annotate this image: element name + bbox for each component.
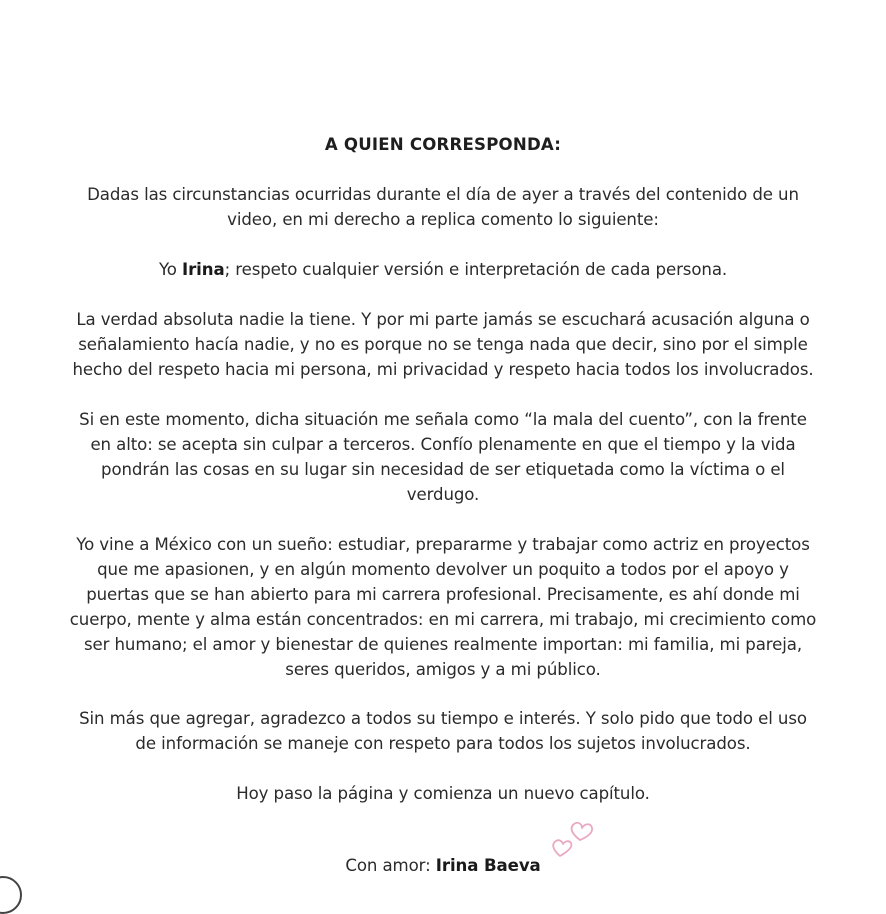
letter-heading: A QUIEN CORRESPONDA: [324, 135, 562, 154]
paragraph-line: cuerpo, mente y alma están concentrados: en mi carrera, mi trabajo, mi crecimiento como [69, 610, 817, 629]
paragraph-6 [40, 706, 846, 756]
paragraph-line: video, en mi derecho a replica comento lo siguiente: [227, 210, 659, 229]
paragraph-line: Dadas las circunstancias ocurridas durante el día de ayer a través del contenido de un [87, 185, 799, 204]
paragraph-7 [40, 781, 846, 806]
paragraph-line: de información se maneje con respeto para todos los sujetos involucrados. [135, 734, 751, 753]
paragraph-3 [40, 307, 846, 382]
paragraph-line: Hoy paso la página y comienza un nuevo capítulo. [236, 784, 650, 803]
paragraph-line: que me apasionen, y en algún momento devolver un poquito a todos por el apoyo y [97, 560, 789, 579]
large-heart-icon [572, 823, 593, 840]
paragraph-line: Sin más que agregar, agradezco a todos su tiempo e interés. Y solo pido que todo el uso [79, 709, 807, 728]
small-heart-icon [553, 840, 571, 856]
paragraph-line: Yo vine a México con un sueño: estudiar, prepararme y trabajar como actriz en proyectos [76, 535, 810, 554]
paragraph-line: puertas que se han abierto para mi carrera profesional. Precisamente, es ahí donde mi [86, 585, 800, 604]
double-heart-outline-icon [550, 818, 594, 858]
paragraph-line [40, 257, 846, 282]
paragraph-2 [40, 257, 846, 282]
p2-suffix: ; respeto cualquier versión e interpretación de cada persona. [224, 260, 728, 279]
paragraph-5 [40, 532, 846, 682]
paragraph-line: ser humano; el amor y bienestar de quienes realmente importan: mi familia, mi pareja, [83, 635, 803, 654]
signoff-prefix: Con amor: [345, 856, 436, 875]
author-first-name: Irina [182, 260, 225, 279]
paragraph-line: seres queridos, amigos y a mi público. [285, 660, 601, 679]
paragraph-line: señalamiento hacía nadie, y no es porque no se tenga nada que decir, sino por el simple [78, 335, 808, 354]
corner-circle-mark [0, 876, 22, 914]
paragraph-4 [40, 407, 846, 507]
paragraph-line: Si en este momento, dicha situación me señala como “la mala del cuento”, con la frente [79, 410, 807, 429]
p2-prefix: Yo [158, 260, 182, 279]
paragraph-1 [40, 182, 846, 232]
signoff [0, 853, 886, 878]
paragraph-line: hecho del respeto hacia mi persona, mi privacidad y respeto hacia todos los involucrados. [72, 360, 814, 379]
paragraph-line: en alto: se acepta sin culpar a terceros. Confío plenamente en que el tiempo y la vida [90, 435, 796, 454]
paragraph-line: verdugo. [406, 485, 480, 504]
paragraph-line: pondrán las cosas en su lugar sin necesidad de ser etiquetada como la víctima o el [101, 460, 785, 479]
signature-name: Irina Baeva [435, 856, 541, 875]
paragraph-line: La verdad absoluta nadie la tiene. Y por mi parte jamás se escuchará acusación alguna o [76, 310, 810, 329]
